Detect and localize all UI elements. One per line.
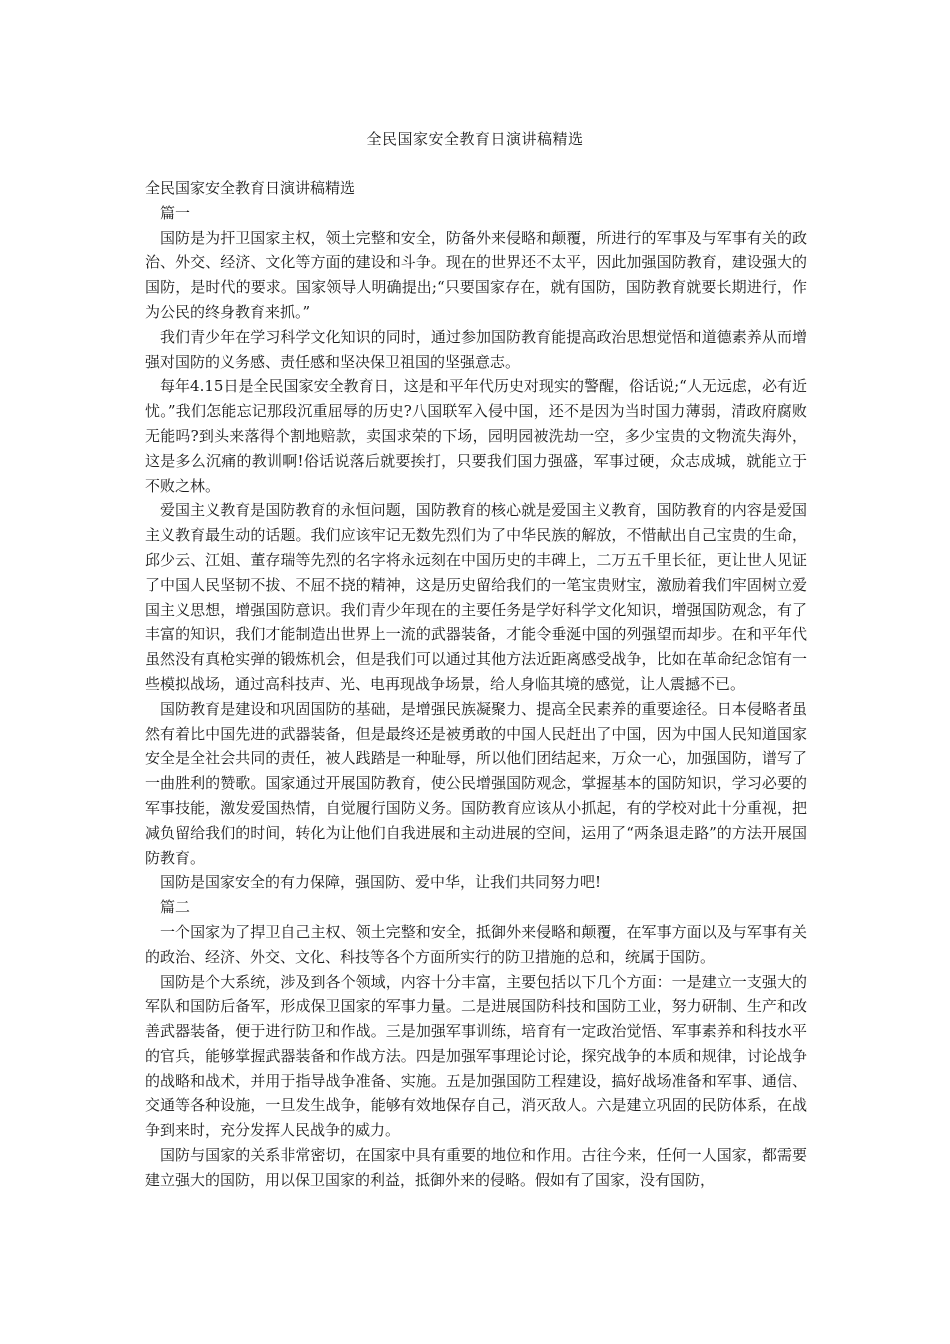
paragraph: 国防是国家安全的有力保障，强国防、爱中华，让我们共同努力吧!	[160, 873, 602, 892]
paragraph: 每年4.15日是全民国家安全教育日，这是和平年代历史对现实的警醒，俗话说;“人无远虑，必有近忧。”我们怎能忘记那段沉重屈辱的历史?八国联军入侵中国，还不是因为当时国力薄弱，清政府腐败无能吗?到头来落得个割地赔款，卖国求荣的下场，园明园被洗劫一空，多少宝贵的文物流失海外，这是多么沉痛的教训啊!俗话说落后就要挨打，只要我们国力强盛，军事过硬，众志成城，就能立于不败之林。	[145, 377, 807, 495]
paragraph: 国防是个大系统，涉及到各个领域，内容十分丰富，主要包括以下几个方面：一是建立一支强大的军队和国防后备军，形成保卫国家的军事力量。二是进展国防科技和国防工业，努力研制、生产和改善武器装备，便于进行防卫和作战。三是加强军事训练，培育有一定政治觉悟、军事素养和科技水平的官兵，能够掌握武器装备和作战方法。四是加强军事理论讨论，探究战争的本质和规律，讨论战争的战略和战术，并用于指导战争准备、实施。五是加强国防工程建设，搞好战场准备和军事、通信、交通等各种设施，一旦发生战争，能够有效地保存自己，消灭敌人。六是建立巩固的民防体系，在战争到来时，充分发挥人民战争的威力。	[145, 972, 807, 1140]
section-label-2: 篇二	[160, 898, 191, 917]
document-body	[145, 176, 807, 1193]
paragraph: 一个国家为了捍卫自己主权、领土完整和安全，抵御外来侵略和颠覆，在军事方面以及与军事有关的政治、经济、外交、文化、科技等各个方面所实行的防卫措施的总和，统属于国防。	[145, 922, 807, 966]
paragraph: 国防是为扞卫国家主权，领土完整和安全，防备外来侵略和颠覆，所进行的军事及与军事有关的政治、外交、经济、文化等方面的建设和斗争。现在的世界还不太平，因此加强国防教育，建设强大的国防，是时代的要求。国家领导人明确提出;“只要国家存在，就有国防，国防教育就要长期进行，作为公民的终身教育来抓。”	[145, 228, 807, 321]
paragraph: 我们青少年在学习科学文化知识的同时，通过参加国防教育能提高政治思想觉悟和道德素养从而增强对国防的义务感、责任感和坚决保卫祖国的坚强意志。	[145, 327, 807, 371]
section-label-1: 篇一	[160, 203, 191, 222]
paragraph: 爱国主义教育是国防教育的永恒问题，国防教育的核心就是爱国主义教育，国防教育的内容是爱国主义教育最生动的话题。我们应该牢记无数先烈们为了中华民族的解放，不惜献出自己宝贵的生命，邱少云、江姐、董存瑞等先烈的名字将永远刻在中国历史的丰碑上，二万五千里长征，更让世人见证了中国人民坚韧不拔、不屈不挠的精神，这是历史留给我们的一笔宝贵财宝，激励着我们牢固树立爱国主义思想，增强国防意识。我们青少年现在的主要任务是学好科学文化知识，增强国防观念，有了丰富的知识，我们才能制造出世界上一流的武器装备，才能令垂涎中国的列强望而却步。在和平年代虽然没有真枪实弹的锻炼机会，但是我们可以通过其他方法近距离感受战争，比如在革命纪念馆有一些模拟战场，通过高科技声、光、电再现战争场景，给人身临其境的感觉，让人震撼不已。	[145, 501, 807, 693]
paragraph: 国防与国家的关系非常密切，在国家中具有重要的地位和作用。古往今来，任何一人国家，都需要建立强大的国防，用以保卫国家的利益，抵御外来的侵略。假如有了国家，没有国防，	[145, 1146, 807, 1189]
document-subtitle: 全民国家安全教育日演讲稿精选	[145, 179, 356, 197]
paragraph: 国防教育是建设和巩固国防的基础，是增强民族凝聚力、提高全民素养的重要途径。日本侵略者虽然有着比中国先进的武器装备，但是最终还是被勇敢的中国人民赶出了中国，因为中国人民知道国家安全是全社会共同的责任，被人践踏是一种耻辱，所以他们团结起来，万众一心，加强国防，谱写了一曲胜利的赞歌。国家通过开展国防教育，使公民增强国防观念，掌握基本的国防知识，学习必要的军事技能，激发爱国热情，自觉履行国防义务。国防教育应该从小抓起，有的学校对此十分重视，把减负留给我们的时间，转化为让他们自我进展和主动进展的空间，运用了“两条退走路”的方法开展国防教育。	[145, 699, 807, 867]
document-title: 全民国家安全教育日演讲稿精选	[366, 130, 584, 148]
